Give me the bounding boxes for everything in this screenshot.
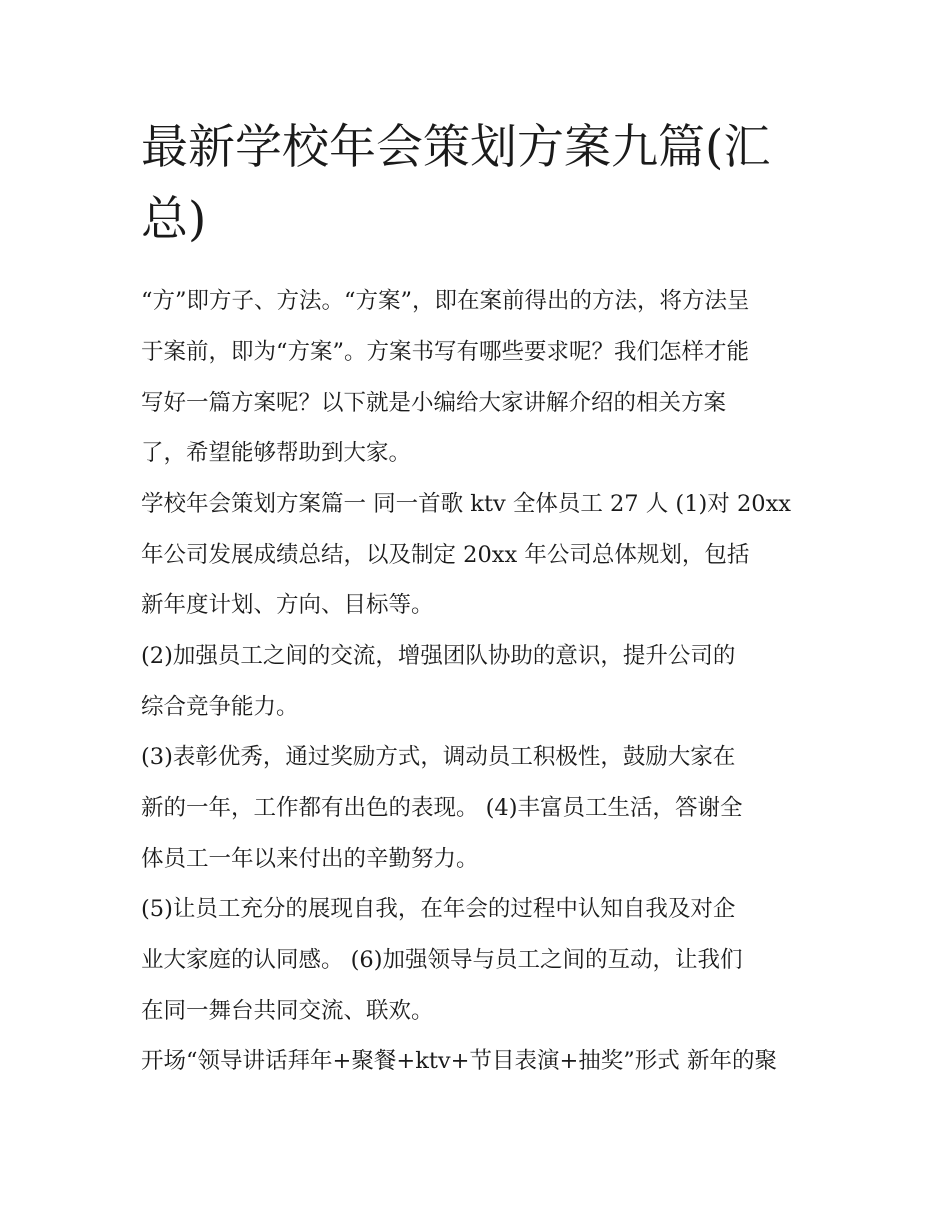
text-line: (5)让员工充分的展现自我，在年会的过程中认知自我及对企 <box>141 896 736 922</box>
text-line: 在同一舞台共同交流、联欢。 <box>141 998 434 1024</box>
text-line: 年公司发展成绩总结，以及制定 20xx 年公司总体规划，包括 <box>141 542 750 568</box>
document-title <box>141 112 821 256</box>
text-line: 综合竞争能力。 <box>141 694 299 720</box>
title-line-2: 总) <box>141 192 207 247</box>
text-line: “方”即方子、方法。“方案”，即在案前得出的方法，将方法呈 <box>141 288 750 314</box>
text-line: 了，希望能够帮助到大家。 <box>141 440 412 466</box>
text-line: 新的一年，工作都有出色的表现。 (4)丰富员工生活，答谢全 <box>141 795 743 821</box>
text-line: 学校年会策划方案篇一 同一首歌 ktv 全体员工 27 人 (1)对 20xx <box>141 491 791 517</box>
text-line: 体员工一年以来付出的辛勤努力。 <box>141 846 479 872</box>
text-line: 业大家庭的认同感。 (6)加强领导与员工之间的互动，让我们 <box>141 947 743 973</box>
text-line: 写好一篇方案呢？以下就是小编给大家讲解介绍的相关方案 <box>141 390 727 416</box>
text-line: (3)表彰优秀，通过奖励方式，调动员工积极性，鼓励大家在 <box>141 744 736 770</box>
title-line-1: 最新学校年会策划方案九篇(汇 <box>141 120 771 175</box>
text-line: 于案前，即为“方案”。方案书写有哪些要求呢？我们怎样才能 <box>141 339 750 365</box>
text-line: (2)加强员工之间的交流，增强团队协助的意识，提升公司的 <box>141 643 736 669</box>
text-line: 新年度计划、方向、目标等。 <box>141 592 434 618</box>
text-line: 开场“领导讲话拜年+聚餐+ktv+节目表演+抽奖”形式 新年的聚 <box>141 1048 777 1074</box>
